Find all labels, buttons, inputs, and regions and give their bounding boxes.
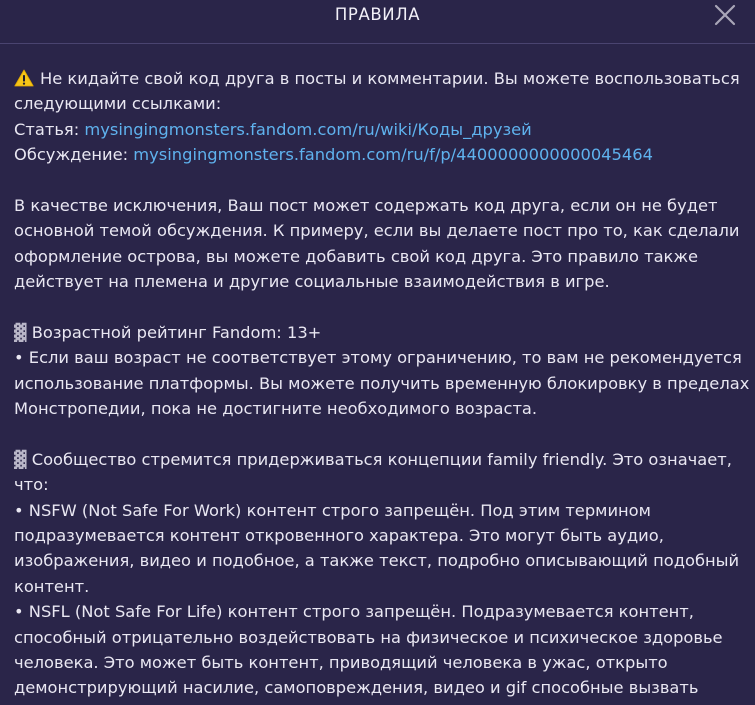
- close-icon[interactable]: [713, 3, 737, 27]
- discussion-link[interactable]: mysingingmonsters.fandom.com/ru/f/p/4400000000000045464: [133, 145, 653, 165]
- rule-text: человека. Это может быть контент, приводящий человека в ужас, открыто: [14, 652, 668, 672]
- spacer: [14, 421, 744, 446]
- discussion-link-row: [14, 142, 744, 167]
- rule-text: • Если ваш возраст не соответствует этому ограничению, то вам не рекомендуется: [14, 348, 742, 368]
- family-friendly-heading: [14, 447, 744, 472]
- spacer: [14, 295, 744, 320]
- rule-text: использование платформы. Вы можете получить временную блокировку в пределах: [14, 373, 750, 393]
- rule-text: оформление острова, вы можете добавить свой код друга. Это правило также: [14, 246, 699, 266]
- rule-friend-code-line: [14, 66, 744, 91]
- modal-title: ПРАВИЛА: [334, 5, 421, 24]
- block-icon: ▓: [14, 322, 27, 342]
- rule-text: • NSFW (Not Safe For Work) контент строго запрещён. Под этим термином: [14, 500, 651, 520]
- discussion-label: Обсуждение:: [14, 145, 134, 165]
- rule-text: подразумевается контент откровенного характера. Это могут быть аудио,: [14, 526, 664, 546]
- article-label: Статья:: [14, 119, 85, 139]
- modal-header: [0, 0, 755, 44]
- rules-content: [14, 66, 750, 701]
- rule-text: способный отрицательно воздействовать на физическое и психическое здоровье: [14, 627, 723, 647]
- section-heading: Возрастной рейтинг Fandom: 13+: [26, 322, 322, 342]
- rule-text: действует на племена и другие социальные взаимодействия в игре.: [14, 272, 610, 292]
- spacer: [14, 168, 744, 193]
- warning-icon: [14, 69, 34, 87]
- block-icon: ▓: [14, 449, 27, 469]
- article-link[interactable]: mysingingmonsters.fandom.com/ru/wiki/Коды_друзей: [84, 119, 532, 139]
- rule-text: Монстропедии, пока не достигните необходимого возраста.: [14, 399, 538, 419]
- rule-text: демонстрирующий насилие, самоповреждения, видео и gif способные вызвать: [14, 678, 699, 698]
- section-heading: Сообщество стремится придерживаться концепции family friendly. Это означает,: [26, 449, 732, 469]
- rule-text: следующими ссылками:: [14, 94, 222, 114]
- rule-text: контент.: [14, 576, 90, 596]
- rule-text: Не кидайте свой код друга в посты и комментарии. Вы можете воспользоваться: [40, 69, 740, 88]
- age-rating-heading: [14, 320, 744, 345]
- rule-text: что:: [14, 475, 49, 495]
- rule-text: • NSFL (Not Safe For Life) контент строго запрещён. Подразумевается контент,: [14, 602, 694, 622]
- rule-text: изображения, видео и подобное, а также текст, подробно описывающий подобный: [14, 551, 740, 571]
- rule-text: основной темой обсуждения. К примеру, если вы делаете пост про то, как сделали: [14, 221, 740, 241]
- article-link-row: [14, 117, 744, 142]
- close-button[interactable]: [713, 3, 737, 27]
- rule-text: В качестве исключения, Ваш пост может содержать код друга, если он не будет: [14, 195, 718, 215]
